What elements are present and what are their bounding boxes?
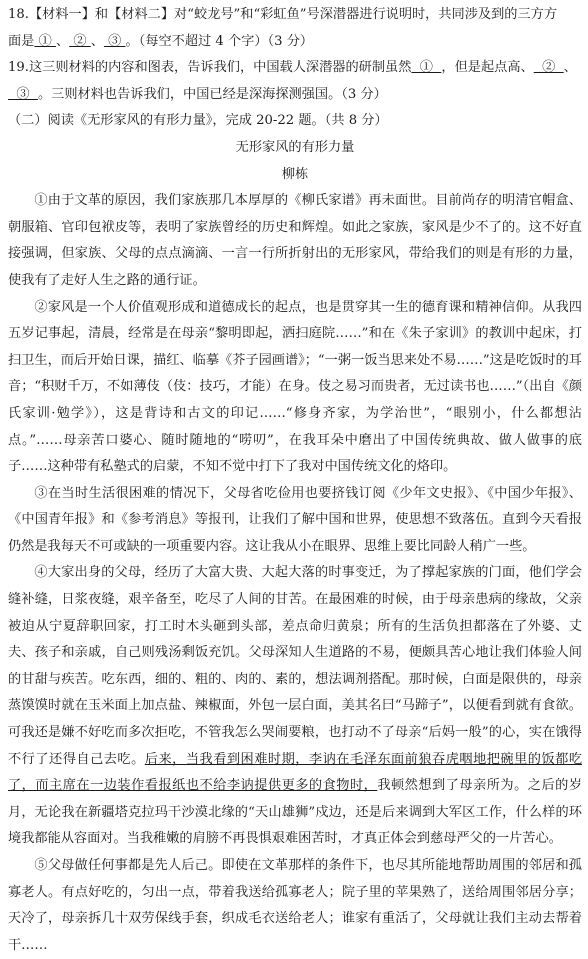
exam-page xyxy=(8,2,582,959)
q18-sep-1: 、 xyxy=(55,33,70,49)
q19-blank-2[interactable]: ② xyxy=(533,60,564,76)
q18-blank-2[interactable]: ② xyxy=(69,33,91,49)
article-title: 无形家风的有形力量 xyxy=(235,139,355,155)
q18-blank-1[interactable]: ① xyxy=(34,33,56,49)
q18-line-2 xyxy=(8,29,582,56)
question-18 xyxy=(8,2,582,55)
q18-text-b: 。（每空不超过 4 个字）（3 分） xyxy=(125,33,314,49)
paragraph-4-text-b: 我顿然想到了母亲所为。之后的岁月，无论我在新疆塔克拉玛干沙漠北缘的“天山雄狮”戍边，还是后来调到大军区工作，什么样的环境我都能从容面对。当我稚嫩的肩膀不再畏惧艰难困苦时，才真正体会到慈母严父的一片苦心。 xyxy=(8,778,583,847)
q19-line-2 xyxy=(8,82,582,109)
q19-text-c: 、 xyxy=(563,60,577,76)
paragraph-4-text-a: ④大家出身的父母，经历了大富大贵、大起大落的时事变迁，为了撑起家族的门面，他们学会缝补缝，日浆夜缝，艰辛备至，吃尽了人间的甘苦。在最困难的时候，由于母亲患病的缘故，父亲被迫从宁夏辞职回家，打工时木头砸到头部，差点命归黄泉；所有的生活负担都落在了外婆、丈夫、孩子和亲戚，自己则残汤剩饭充饥。父母深知人生道路的不易，便颇具苦心地让我们体验人间的甘甜与疾苦。吃东西，细的、粗的、肉的、素的，想法调剂搭配。那时候，白面是限供的，母亲蒸馍馍时就在玉米面上加点盐、辣椒面，外包一层白面，美其名曰“马蹄子”，以便看到就有食欲。可我还是嫌不好吃而多次拒吃，不管我怎么哭闹要粮，也打动不了母亲“后妈一般”的心，实在饿得不行了还得自己去吃。 xyxy=(8,565,582,767)
q19-text-a: 19.这三则材料的内容和图表，告诉我们，中国载人深潜器的研制虽然 xyxy=(8,60,412,76)
q19-text-d: 。三则材料也告诉我们，中国已经是深海探测强国。（3 分） xyxy=(37,86,387,102)
question-19 xyxy=(8,55,582,108)
paragraph-4 xyxy=(8,560,582,853)
section-2-heading: （二）阅读《无形家风的有形力量》，完成 20-22 题。（共 8 分） xyxy=(8,113,388,129)
q18-text-a: 面是 xyxy=(8,33,35,49)
paragraph-5: ⑤父母做任何事都是先人后己。即使在文革那样的条件下，也尽其所能地帮助周围的邻居和孤寡老人。有点好吃的，匀出一点，带着我送给孤寡老人；院子里的苹果熟了，送给周围邻居分享；天冷了，母亲拆几十双劳保线手套，织成毛衣送给老人；谁家有重活了，父母就让我们主动去帮着干…… xyxy=(8,858,582,953)
q19-text-b: ，但是起点高、 xyxy=(441,60,534,76)
q19-blank-3[interactable]: ③ xyxy=(8,86,38,102)
q18-blank-3[interactable]: ③ xyxy=(103,33,126,49)
q18-sep-2: 、 xyxy=(90,33,104,49)
paragraph-4-underlined: 后来，当我看到困难时期，李讷在毛泽东面前狼吞虎咽地把碗里的饭都吃了，而主席在一边装作看报纸也不给李讷提供更多的食物时， xyxy=(8,751,583,794)
q19-blank-1[interactable]: ① xyxy=(411,60,442,76)
q19-line-1 xyxy=(8,55,582,82)
q18-line-1: 18.【材料一】和【材料二】对“蛟龙号”和“彩虹鱼”号深潜器进行说明时，共同涉及到的三方方 xyxy=(8,7,558,22)
paragraph-1: ①由于文革的原因，我们家族那几本厚厚的《柳氏家谱》再未面世。目前尚存的明清官帽盒、朝服箱、官印包袱皮等，表明了家族曾经的历史和辉煌。如此之家族，家风是少不了的。这不好直接强调，但家族、父母的点点滴滴、一言一行所折射出的无形家风，带给我们的则是有形的力量，使我有了走好人生之路的通行证。 xyxy=(8,193,582,288)
paragraph-3: ③在当时生活很困难的情况下，父母省吃俭用也要挤钱订阅《少年文史报》、《中国少年报》、《中国青年报》和《参考消息》等报刊，让我们了解中国和世界，使思想不致落伍。直到今天看报仍然是我每天不可或缺的一项重要内容。这让我从小在眼界、思维上要比同龄人稍广一些。 xyxy=(8,485,582,554)
article-author: 柳栋 xyxy=(281,166,309,182)
paragraph-2: ②家风是一个人价值观形成和道德成长的起点，也是贯穿其一生的德育课和精神信仰。从我四五岁记事起，清晨，经常是在母亲“黎明即起，洒扫庭院……”和在《朱子家训》的教训中起床，打扫卫生，而后开始日课，描红、临摹《芥子园画谱》；“一粥一饭当思来处不易……”这是吃饭时的耳音；“积财千万，不如薄伎（伎：技巧，才能）在身。伎之易习而贵者，无过读书也……”（出自《颜氏家训·勉学》），这是背诗和古文的印记……“修身齐家，为学治世”，“眼别小，什么都想沾点。”……母亲苦口婆心、随时随地的“唠叨”，在我耳朵中磨出了中国传统典故、做人做事的底子……这种带有私塾式的启蒙，不知不觉中打下了我对中国传统文化的烙印。 xyxy=(8,299,582,475)
